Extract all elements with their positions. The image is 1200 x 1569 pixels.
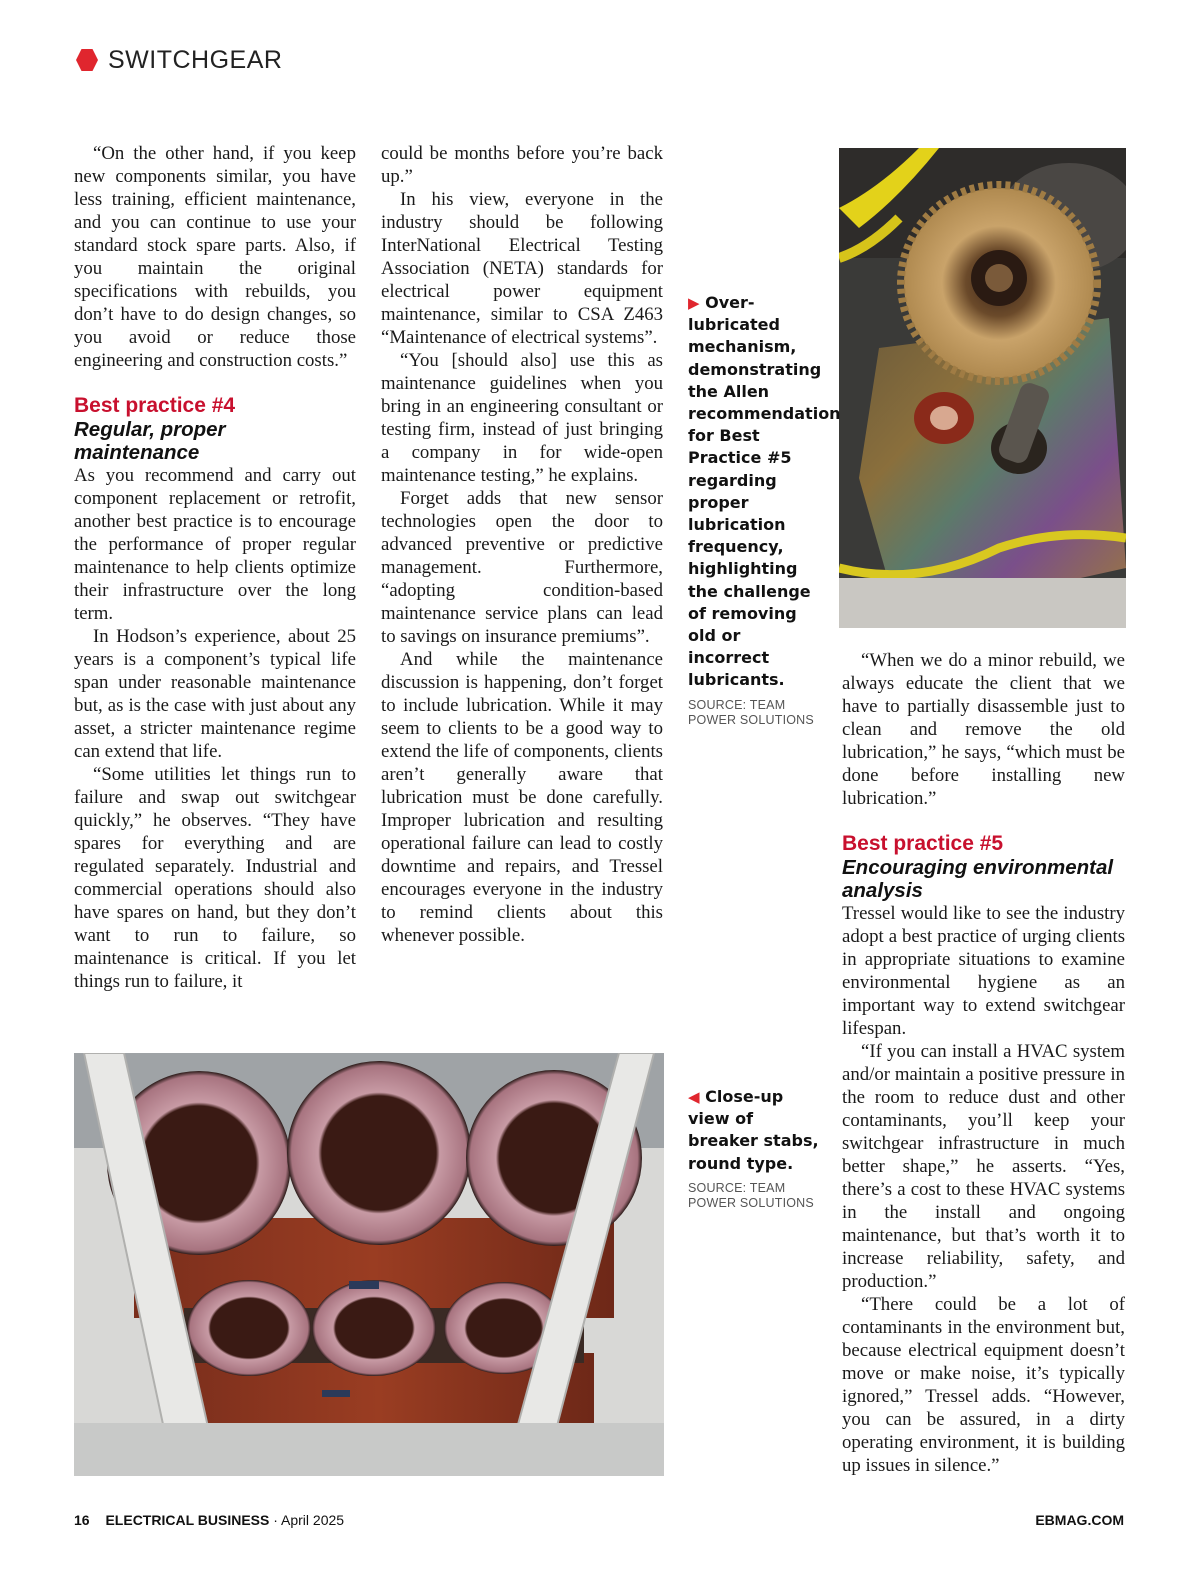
- best-practice-5-heading: Best practice #5: [842, 832, 1004, 855]
- paragraph: “There could be a lot of contaminants in the environment but, because electrical equipment doesn’t move or make noise, it’s typically ignored,” Tressel adds. “However, you can be assured, in a dirty operating environment, it is building up issues in silence.”: [842, 1294, 1125, 1476]
- breaker-stabs-photo: [74, 1053, 664, 1476]
- article-column-2: [381, 142, 663, 947]
- photo-caption-gear: [688, 292, 841, 728]
- footer-site[interactable]: EBMAG.COM: [1035, 1512, 1124, 1528]
- paragraph: Tressel would like to see the industry adopt a best practice of urging clients in appropriate situations to examine environmental hygiene as an important way to extend switchgear lifespan.: [842, 903, 1125, 1039]
- best-practice-5-subheading: Encouraging environmental analysis: [842, 856, 1114, 902]
- paragraph: “You [should also] use this as maintenance guidelines when you bring in an engineering consultant or testing firm, instead of just bringing a company in for wide-open maintenance testing,” he explains.: [381, 350, 663, 486]
- paragraph: Forget adds that new sensor technologies open the door to advanced preventive or predictive management. Furthermore, “adopting condition-based maintenance service plans can lead to savings on insurance premiums”.: [381, 488, 663, 647]
- article-column-3: [842, 649, 1125, 1477]
- issue-date: · April 2025: [273, 1512, 345, 1528]
- paragraph: “When we do a minor rebuild, we always educate the client that we have to partially disassemble just to clean and remove the old lubrication,” he says, “which must be done before installing new lubrication.”: [842, 650, 1125, 809]
- hexagon-icon: [76, 49, 98, 71]
- arrow-left-icon: ◀: [688, 1088, 700, 1106]
- paragraph: In his view, everyone in the industry should be following InterNational Electrical Testing Association (NETA) standards for electrical power equipment maintenance, similar to CSA Z463 “Maintenance of electrical systems”.: [381, 189, 663, 348]
- paragraph: And while the maintenance discussion is happening, don’t forget to include lubrication. While it may seem to clients to be a good way to extend the life of components, clients aren’t generally aware that lubrication must be done carefully. Improper lubrication and resulting operational failure can lead to costly downtime and repairs, and Tressel encourages everyone in the industry to remind clients about this whenever possible.: [381, 649, 663, 946]
- paragraph: As you recommend and carry out component replacement or retrofit, another best practice is to encourage the performance of proper regular maintenance to help clients optimize their infrastructure over the long term.: [74, 465, 356, 624]
- photo-caption-stabs: [688, 1086, 823, 1211]
- caption-text: Over-lubricated mechanism, demonstrating the Allen recommendation for Best Practice #5 regarding proper lubrication frequency, highlighting the challenge of removing old or incorrect lubricants.: [688, 293, 841, 690]
- magazine-name: ELECTRICAL BUSINESS: [105, 1512, 270, 1528]
- paragraph: In Hodson’s experience, about 25 years is a component’s typical life span under reasonable maintenance but, as is the case with just about any asset, a stricter maintenance regime can extend that life.: [74, 626, 356, 762]
- caption-text: Close-up view of breaker stabs, round type.: [688, 1087, 819, 1173]
- paragraph: could be months before you’re back up.”: [381, 143, 663, 187]
- paragraph: “If you can install a HVAC system and/or maintain a positive pressure in the room to reduce dust and other contaminants, you’ll keep your switchgear infrastructure in much better shape,” he asserts. “Yes, there’s a cost to these HVAC systems in the install and ongoing maintenance, but that’s worth it to increase reliability, safety, and production.”: [842, 1041, 1125, 1292]
- paragraph: “Some utilities let things run to failure and swap out switchgear quickly,” he observes. “They have spares for everything and are regulated separately. Industrial and commercial operations should also have spares on hand, but they don’t want to run to failure, so maintenance is critical. If you let things run to failure, it: [74, 764, 356, 992]
- gear-mechanism-photo: [839, 148, 1126, 628]
- best-practice-4-heading: Best practice #4: [74, 394, 236, 417]
- arrow-right-icon: ▶: [688, 294, 700, 312]
- footer-left: [74, 1512, 344, 1528]
- page-number: 16: [74, 1512, 90, 1528]
- caption-source: SOURCE: TEAM POWER SOLUTIONS: [688, 697, 814, 727]
- section-label: SWITCHGEAR: [108, 45, 283, 74]
- section-header: [76, 44, 282, 76]
- paragraph: “On the other hand, if you keep new components similar, you have less training, efficient maintenance, and you can continue to use your standard stock spare parts. Also, if you maintain the original specifications with rebuilds, you don’t have to do design changes, so you avoid or reduce those engineering and construction costs.”: [74, 143, 356, 371]
- caption-source: SOURCE: TEAM POWER SOLUTIONS: [688, 1180, 814, 1210]
- article-column-1: [74, 142, 356, 993]
- best-practice-4-subheading: Regular, proper maintenance: [74, 418, 226, 464]
